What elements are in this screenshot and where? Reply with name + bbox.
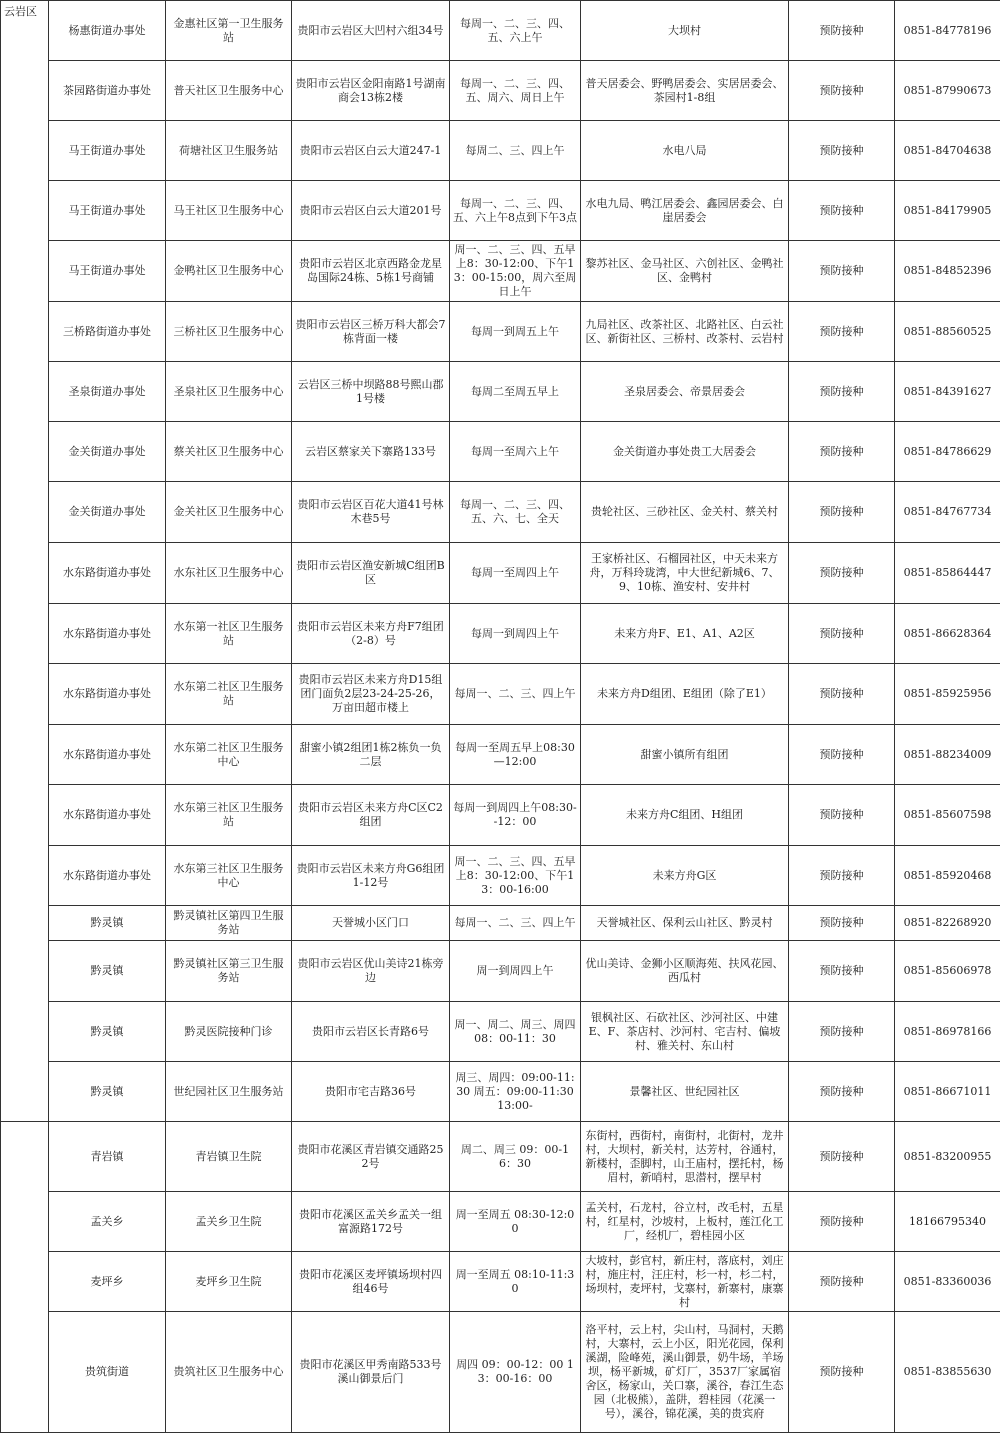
phone-cell: 18166795340 <box>895 1192 1000 1252</box>
street-cell: 水东路街道办事处 <box>49 725 166 785</box>
table-row <box>1 61 1000 121</box>
hours-cell: 周一、周二、周三、周四 08：00-11：30 <box>450 1002 581 1062</box>
table-row <box>1 181 1000 241</box>
hours-cell: 每周一至周五早上08:30—12:00 <box>450 725 581 785</box>
address-cell: 云岩区蔡家关下寨路133号 <box>292 422 450 482</box>
phone-cell: 0851-87990673 <box>895 61 1000 121</box>
phone-cell: 0851-88560525 <box>895 302 1000 362</box>
hours-cell: 周一、二、三、四、五早上8：30-12:00、下午13：00-15:00，周六至周日上午 <box>450 241 581 302</box>
service-cell: 预防接种 <box>789 1 895 61</box>
service-area-cell: 金关街道办事处贵工大居委会 <box>581 422 789 482</box>
street-cell: 孟关乡 <box>49 1192 166 1252</box>
address-cell: 贵阳市云岩区大凹村六组34号 <box>292 1 450 61</box>
address-cell: 贵阳市宅吉路36号 <box>292 1062 450 1122</box>
service-area-cell: 九局社区、改茶社区、北路社区、白云社区、新街社区、三桥村、改茶村、云岩村 <box>581 302 789 362</box>
street-cell: 麦坪乡 <box>49 1252 166 1312</box>
address-cell: 贵阳市云岩区金阳南路1号湖南商会13栋2楼 <box>292 61 450 121</box>
address-cell: 贵阳市花溪区麦坪镇场坝村四组46号 <box>292 1252 450 1312</box>
service-area-cell: 东街村，西街村，南街村，北街村，龙井村，大坝村，新关村，达芳村，谷通村，新楼村，歪脚村，山王庙村，摆托村，杨眉村，新哨村，思潜村，摆早村 <box>581 1122 789 1192</box>
service-area-cell: 大坝村 <box>581 1 789 61</box>
service-area-cell: 未来方舟F、E1、A1、A2区 <box>581 604 789 664</box>
table-body <box>1 1 1000 1433</box>
hours-cell: 每周二、三、四上午 <box>450 121 581 181</box>
hours-cell: 每周一至周六上午 <box>450 422 581 482</box>
service-cell: 预防接种 <box>789 1122 895 1192</box>
street-cell: 马王街道办事处 <box>49 121 166 181</box>
site-cell: 水东第二社区卫生服务站 <box>166 664 292 725</box>
address-cell: 贵阳市花溪区孟关乡孟关一组富源路172号 <box>292 1192 450 1252</box>
service-area-cell: 水电九局、鸭江居委会、鑫园居委会、白崖居委会 <box>581 181 789 241</box>
hours-cell: 每周一到周五上午 <box>450 302 581 362</box>
table-row <box>1 121 1000 181</box>
service-area-cell: 优山美诗、金狮小区顺海苑、扶风花园、西瓜村 <box>581 941 789 1002</box>
hours-cell: 周一到周四上午 <box>450 941 581 1002</box>
table-row <box>1 362 1000 422</box>
table-row <box>1 1 1000 61</box>
street-cell: 黔灵镇 <box>49 1002 166 1062</box>
hours-cell: 周三、周四：09:00-11:30 周五：09:00-11:30 13:00- <box>450 1062 581 1122</box>
phone-cell: 0851-84852396 <box>895 241 1000 302</box>
phone-cell: 0851-85864447 <box>895 543 1000 604</box>
hours-cell: 每周一、二、三、四、五、六上午8点到下午3点 <box>450 181 581 241</box>
table-row <box>1 785 1000 846</box>
table-row <box>1 664 1000 725</box>
table-row <box>1 1002 1000 1062</box>
service-cell: 预防接种 <box>789 906 895 941</box>
site-cell: 马王社区卫生服务中心 <box>166 181 292 241</box>
street-cell: 金关街道办事处 <box>49 422 166 482</box>
hours-cell: 每周一到周四上午 <box>450 604 581 664</box>
street-cell: 水东路街道办事处 <box>49 543 166 604</box>
service-cell: 预防接种 <box>789 1192 895 1252</box>
street-cell: 杨惠街道办事处 <box>49 1 166 61</box>
phone-cell: 0851-84767734 <box>895 482 1000 543</box>
phone-cell: 0851-84179905 <box>895 181 1000 241</box>
service-cell: 预防接种 <box>789 664 895 725</box>
street-cell: 水东路街道办事处 <box>49 664 166 725</box>
address-cell: 贵阳市云岩区未来方舟D15组团门面负2层23-24-25-26，万亩田超市楼上 <box>292 664 450 725</box>
street-cell: 青岩镇 <box>49 1122 166 1192</box>
service-area-cell: 甜蜜小镇所有组团 <box>581 725 789 785</box>
hours-cell: 每周一、二、三、四上午 <box>450 906 581 941</box>
phone-cell: 0851-83855630 <box>895 1312 1000 1433</box>
service-cell: 预防接种 <box>789 941 895 1002</box>
address-cell: 贵阳市云岩区白云大道247-1 <box>292 121 450 181</box>
phone-cell: 0851-83200955 <box>895 1122 1000 1192</box>
service-cell: 预防接种 <box>789 725 895 785</box>
phone-cell: 0851-85925956 <box>895 664 1000 725</box>
phone-cell: 0851-85606978 <box>895 941 1000 1002</box>
service-cell: 预防接种 <box>789 604 895 664</box>
address-cell: 云岩区三桥中坝路88号熙山郡1号楼 <box>292 362 450 422</box>
table-row <box>1 941 1000 1002</box>
street-cell: 马王街道办事处 <box>49 241 166 302</box>
street-cell: 圣泉街道办事处 <box>49 362 166 422</box>
phone-cell: 0851-86628364 <box>895 604 1000 664</box>
site-cell: 三桥社区卫生服务中心 <box>166 302 292 362</box>
service-cell: 预防接种 <box>789 121 895 181</box>
service-cell: 预防接种 <box>789 1002 895 1062</box>
phone-cell: 0851-82268920 <box>895 906 1000 941</box>
site-cell: 世纪园社区卫生服务站 <box>166 1062 292 1122</box>
address-cell: 贵阳市云岩区长青路6号 <box>292 1002 450 1062</box>
site-cell: 黔灵镇社区第三卫生服务站 <box>166 941 292 1002</box>
address-cell: 贵阳市云岩区北京西路金龙星岛国际24栋、5栋1号商铺 <box>292 241 450 302</box>
hours-cell: 周一至周五 08:30-12:00 <box>450 1192 581 1252</box>
site-cell: 贵筑社区卫生服务中心 <box>166 1312 292 1433</box>
hours-cell: 周一至周五 08:10-11:30 <box>450 1252 581 1312</box>
service-cell: 预防接种 <box>789 1312 895 1433</box>
table-row <box>1 604 1000 664</box>
service-area-cell: 圣泉居委会、帝景居委会 <box>581 362 789 422</box>
site-cell: 荷塘社区卫生服务站 <box>166 121 292 181</box>
phone-cell: 0851-84778196 <box>895 1 1000 61</box>
site-cell: 水东第二社区卫生服务中心 <box>166 725 292 785</box>
hours-cell: 每周一至周四上午 <box>450 543 581 604</box>
service-cell: 预防接种 <box>789 241 895 302</box>
street-cell: 黔灵镇 <box>49 941 166 1002</box>
district-cell: 云岩区 <box>1 1 49 1122</box>
site-cell: 水东社区卫生服务中心 <box>166 543 292 604</box>
phone-cell: 0851-84786629 <box>895 422 1000 482</box>
hours-cell: 每周一、二、三、四上午 <box>450 664 581 725</box>
site-cell: 水东第三社区卫生服务站 <box>166 785 292 846</box>
address-cell: 贵阳市云岩区白云大道201号 <box>292 181 450 241</box>
service-area-cell: 水电八局 <box>581 121 789 181</box>
service-area-cell: 大坡村，彭官村，新庄村，落底村，刘庄村，施庄村，汪庄村，杉一村，杉二村，场坝村，麦坪村，戈寨村，新寨村，康寨村 <box>581 1252 789 1312</box>
street-cell: 黔灵镇 <box>49 906 166 941</box>
service-cell: 预防接种 <box>789 543 895 604</box>
phone-cell: 0851-84391627 <box>895 362 1000 422</box>
site-cell: 金关社区卫生服务中心 <box>166 482 292 543</box>
phone-cell: 0851-86978166 <box>895 1002 1000 1062</box>
table-row <box>1 241 1000 302</box>
address-cell: 贵阳市云岩区渔安新城C组团B区 <box>292 543 450 604</box>
service-area-cell: 未来方舟G区 <box>581 846 789 906</box>
table-row <box>1 846 1000 906</box>
service-cell: 预防接种 <box>789 846 895 906</box>
site-cell: 青岩镇卫生院 <box>166 1122 292 1192</box>
service-area-cell: 天誉城社区、保利云山社区、黔灵村 <box>581 906 789 941</box>
service-cell: 预防接种 <box>789 181 895 241</box>
site-cell: 麦坪乡卫生院 <box>166 1252 292 1312</box>
address-cell: 贵阳市花溪区甲秀南路533号溪山御景后门 <box>292 1312 450 1433</box>
site-cell: 孟关乡卫生院 <box>166 1192 292 1252</box>
hours-cell: 周四 09：00-12：00 13：00-16：00 <box>450 1312 581 1433</box>
table-row <box>1 422 1000 482</box>
service-cell: 预防接种 <box>789 302 895 362</box>
street-cell: 水东路街道办事处 <box>49 846 166 906</box>
address-cell: 贵阳市云岩区优山美诗21栋旁边 <box>292 941 450 1002</box>
phone-cell: 0851-86671011 <box>895 1062 1000 1122</box>
hours-cell: 周二、周三 09：00-16：30 <box>450 1122 581 1192</box>
service-area-cell: 洛平村，云上村，尖山村，马洞村，天鹅村，大寨村，云上小区，阳光花园，保利溪湖，险峰苑，溪山御景，奶牛场，羊场坝，杨平新城，矿灯厂，3537厂家属宿舍区，杨家山，关口寨，溪谷，春江生态园（北极熊），盖阱，碧桂园（花溪一号），溪谷，锦花溪，美的贵宾府 <box>581 1312 789 1433</box>
street-cell: 黔灵镇 <box>49 1062 166 1122</box>
phone-cell: 0851-85607598 <box>895 785 1000 846</box>
service-cell: 预防接种 <box>789 1252 895 1312</box>
street-cell: 马王街道办事处 <box>49 181 166 241</box>
service-area-cell: 未来方舟C组团、H组团 <box>581 785 789 846</box>
site-cell: 黔灵医院接种门诊 <box>166 1002 292 1062</box>
service-area-cell: 银枫社区、石砍社区、沙河社区、中建E、F、茶店村、沙河村、宅吉村、偏坡村、雅关村、东山村 <box>581 1002 789 1062</box>
service-cell: 预防接种 <box>789 61 895 121</box>
phone-cell: 0851-85920468 <box>895 846 1000 906</box>
service-area-cell: 普天居委会、野鸭居委会、实居居委会、茶园村1-8组 <box>581 61 789 121</box>
street-cell: 金关街道办事处 <box>49 482 166 543</box>
street-cell: 水东路街道办事处 <box>49 604 166 664</box>
street-cell: 三桥路街道办事处 <box>49 302 166 362</box>
table-row <box>1 1122 1000 1192</box>
table-row <box>1 725 1000 785</box>
service-area-cell: 王家桥社区、石榴园社区，中天未来方舟，万科玲珑湾，中大世纪新城6、7、9、10栋、渔安村、安井村 <box>581 543 789 604</box>
street-cell: 贵筑街道 <box>49 1312 166 1433</box>
table-row <box>1 302 1000 362</box>
site-cell: 水东第一社区卫生服务站 <box>166 604 292 664</box>
hours-cell: 每周二至周五早上 <box>450 362 581 422</box>
address-cell: 贵阳市云岩区三桥万科大都会7栋背面一楼 <box>292 302 450 362</box>
address-cell: 贵阳市云岩区未来方舟G6组团1-12号 <box>292 846 450 906</box>
site-cell: 金鸭社区卫生服务中心 <box>166 241 292 302</box>
site-cell: 普天社区卫生服务中心 <box>166 61 292 121</box>
service-cell: 预防接种 <box>789 482 895 543</box>
site-cell: 黔灵镇社区第四卫生服务站 <box>166 906 292 941</box>
service-cell: 预防接种 <box>789 362 895 422</box>
table-row <box>1 1062 1000 1122</box>
district-cell <box>1 1122 49 1433</box>
service-area-cell: 黎苏社区、金马社区、六创社区、金鸭社区、金鸭村 <box>581 241 789 302</box>
phone-cell: 0851-84704638 <box>895 121 1000 181</box>
service-cell: 预防接种 <box>789 1062 895 1122</box>
service-area-cell: 贵轮社区、三砂社区、金关村、蔡关村 <box>581 482 789 543</box>
address-cell: 天誉城小区门口 <box>292 906 450 941</box>
service-cell: 预防接种 <box>789 785 895 846</box>
address-cell: 贵阳市云岩区未来方舟F7组团（2-8）号 <box>292 604 450 664</box>
table-row <box>1 1192 1000 1252</box>
address-cell: 甜蜜小镇2组团1栋2栋负一负二层 <box>292 725 450 785</box>
site-cell: 蔡关社区卫生服务中心 <box>166 422 292 482</box>
table-row <box>1 1252 1000 1312</box>
service-cell: 预防接种 <box>789 422 895 482</box>
site-cell: 金惠社区第一卫生服务站 <box>166 1 292 61</box>
street-cell: 水东路街道办事处 <box>49 785 166 846</box>
hours-cell: 每周一到周四上午08:30--12：00 <box>450 785 581 846</box>
site-cell: 圣泉社区卫生服务中心 <box>166 362 292 422</box>
hours-cell: 每周一、二、三、四、五、周六、周日上午 <box>450 61 581 121</box>
site-cell: 水东第三社区卫生服务中心 <box>166 846 292 906</box>
service-area-cell: 孟关村，石龙村，谷立村，改毛村，五星村，红星村，沙坡村，上板村，莲江化工厂，经机厂，碧桂园小区 <box>581 1192 789 1252</box>
street-cell: 茶园路街道办事处 <box>49 61 166 121</box>
table-row <box>1 1312 1000 1433</box>
table-row <box>1 543 1000 604</box>
address-cell: 贵阳市云岩区百花大道41号林木巷5号 <box>292 482 450 543</box>
address-cell: 贵阳市花溪区青岩镇交通路252号 <box>292 1122 450 1192</box>
table-row <box>1 906 1000 941</box>
hours-cell: 每周一、二、三、四、五、六、七、全天 <box>450 482 581 543</box>
phone-cell: 0851-88234009 <box>895 725 1000 785</box>
hours-cell: 每周一、二、三、四、五、六上午 <box>450 1 581 61</box>
service-area-cell: 景馨社区、世纪园社区 <box>581 1062 789 1122</box>
address-cell: 贵阳市云岩区未来方舟C区C2组团 <box>292 785 450 846</box>
service-area-cell: 未来方舟D组团、E组团（除了E1） <box>581 664 789 725</box>
phone-cell: 0851-83360036 <box>895 1252 1000 1312</box>
table-row <box>1 482 1000 543</box>
hours-cell: 周一、二、三、四、五早上8：30-12:00、下午13：00-16:00 <box>450 846 581 906</box>
